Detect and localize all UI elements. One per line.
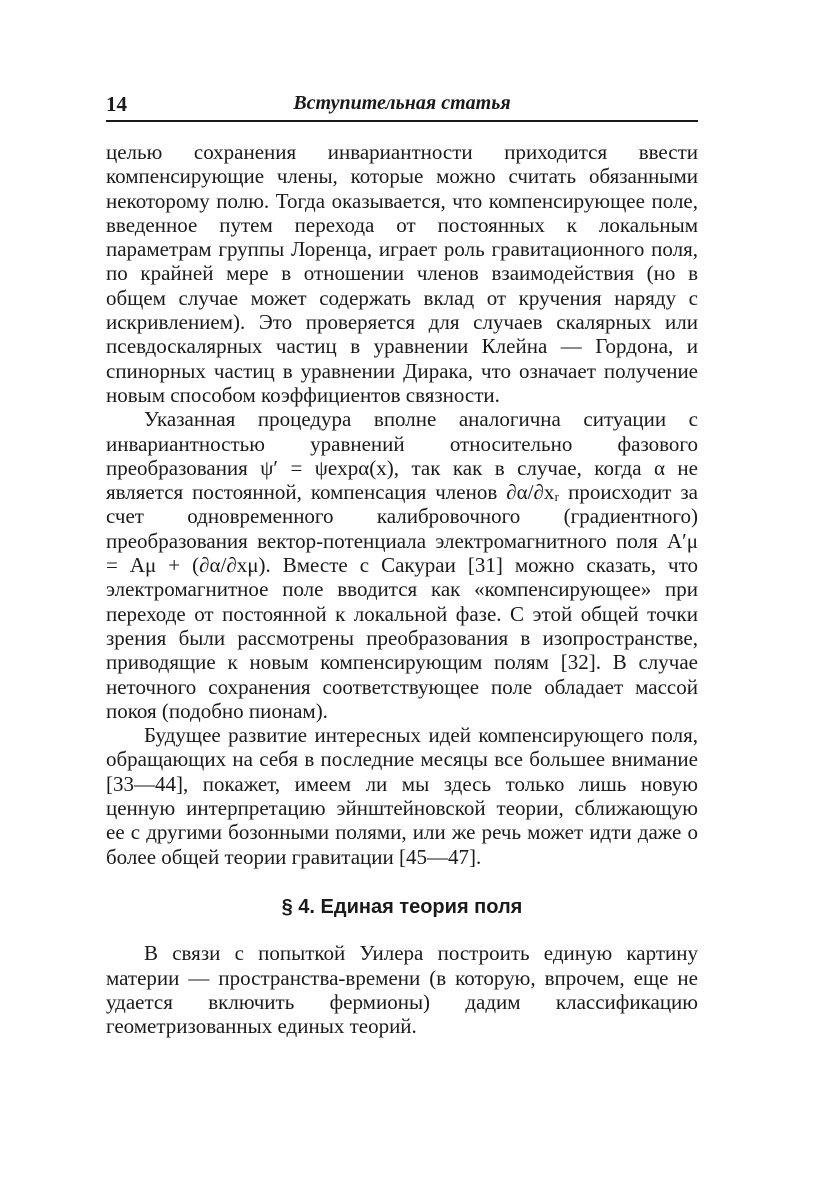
running-head [106, 90, 698, 122]
page-number: 14 [106, 92, 127, 116]
paragraph-phase-transformation: Указанная процедура вполне аналогична ситуации с инвариантностью уравнений относительно фазового преобразования ψ′ = ψexpα(x), так как в случае, когда α не является постоянной, компенсация членов ∂α/∂xᵣ происходит за счет одновременного калибровочного (градиентного) преобразования вектор-потенциала электромагнитного поля A′μ = Aμ + (∂α/∂xμ). Вместе с Сакураи [31] можно сказать, что электромагнитное поле вводится как «компенсирующее» при переходе от постоянной к локальной фазе. С этой общей точки зрения были рассмотрены преобразования в изопространстве, приводящие к новым компенсирующим полям [32]. В случае неточного сохранения соответствующее поле обладает массой покоя (подобно пионам). [106, 407, 698, 723]
paragraph-unified-theory: В связи с попыткой Уилера построить единую картину материи — пространства-времени (в которую, впрочем, еще не удается включить фермионы) дадим классификацию геометризованных единых теорий. [106, 941, 698, 1039]
section-heading: § 4. Единая теория поля [281, 895, 523, 918]
book-page [106, 90, 698, 1038]
running-title: Вступительная статья [293, 92, 511, 114]
paragraph-future-development: Будущее развитие интересных идей компенсирующего поля, обращающих на себя в последние месяцы все большее внимание [33—44], покажет, имеем ли мы здесь только лишь новую ценную интерпретацию эйнштейновской теории, сближающую ее с другими бозонными полями, или же речь может идти даже о более общей теории гравитации [45—47]. [106, 723, 698, 869]
paragraph-continued: целью сохранения инвариантности приходится ввести компенсирующие члены, которые можно считать обязанными некоторому полю. Тогда оказывается, что компенсирующее поле, введенное путем перехода от постоянных к локальным параметрам группы Лоренца, играет роль гравитационного поля, по крайней мере в отношении членов взаимодействия (но в общем случае может содержать вклад от кручения наряду с искривлением). Это проверяется для случаев скалярных или псевдоскалярных частиц в уравнении Клейна — Гордона, и спинорных частиц в уравнении Дирака, что означает получение новым способом коэффициентов связности. [106, 140, 698, 407]
body-text [106, 140, 698, 1038]
